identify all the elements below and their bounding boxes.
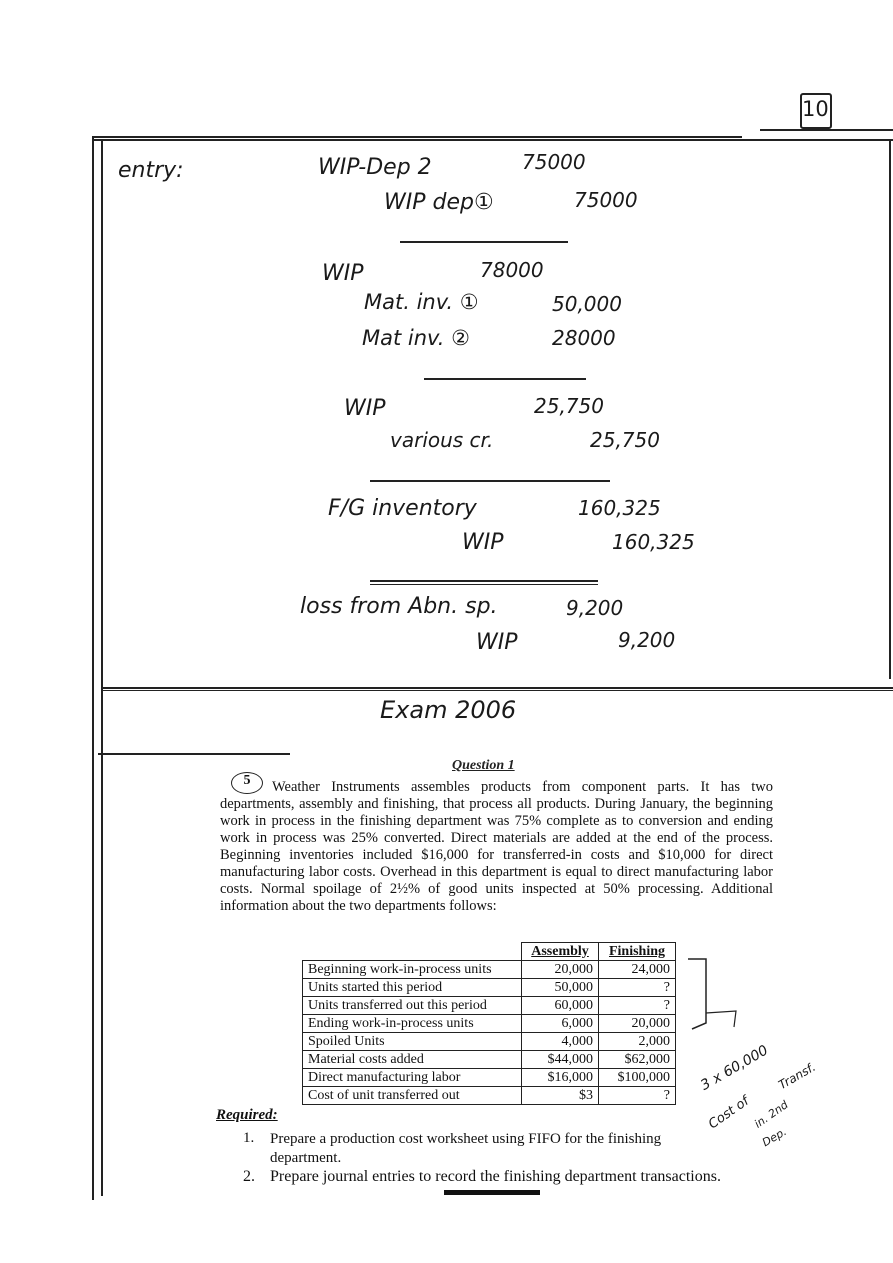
entry-2-debit-amount: 78000 — [480, 258, 544, 282]
entry-3-debit-account: WIP — [344, 396, 386, 421]
department-data-table — [302, 942, 676, 1105]
entry-5-credit-account: WIP — [476, 630, 518, 655]
assembly-value: 60,000 — [522, 997, 599, 1015]
row-label: Material costs added — [303, 1051, 522, 1069]
table-row — [303, 1051, 676, 1069]
entry-5-debit-account: loss from Abn. sp. — [300, 594, 498, 619]
frame-divider-line-2 — [101, 690, 893, 691]
finishing-value: ? — [599, 979, 676, 997]
assembly-value: $16,000 — [522, 1069, 599, 1087]
entry-separator — [370, 480, 610, 482]
table-row — [303, 1069, 676, 1087]
entry-separator — [370, 580, 598, 582]
required-heading: Required: — [216, 1107, 278, 1123]
entry-1-credit-account: WIP dep① — [384, 190, 494, 215]
margin-note-5: Dep. — [760, 1125, 789, 1150]
entry-separator — [400, 241, 568, 243]
entry-5-debit-amount: 9,200 — [566, 596, 624, 620]
entry-4-credit-account: WIP — [462, 530, 504, 555]
table-row — [303, 997, 676, 1015]
row-label: Units started this period — [303, 979, 522, 997]
assembly-value: 4,000 — [522, 1033, 599, 1051]
row-label: Beginning work-in-process units — [303, 961, 522, 979]
row-label: Units transferred out this period — [303, 997, 522, 1015]
entry-3-debit-amount: 25,750 — [534, 394, 604, 418]
finishing-value: 20,000 — [599, 1015, 676, 1033]
entry-4-debit-account: F/G inventory — [328, 496, 477, 521]
frame-left-inner — [101, 141, 103, 1196]
required-item-1-number: 1. — [243, 1130, 255, 1146]
entry-1-debit-amount: 75000 — [522, 150, 586, 174]
row-label: Spoiled Units — [303, 1033, 522, 1051]
entry-5-credit-amount: 9,200 — [618, 628, 676, 652]
table-row — [303, 979, 676, 997]
margin-note-4: in. 2nd — [752, 1098, 791, 1131]
entry-3-credit-amount: 25,750 — [590, 428, 660, 452]
entry-2-credit-account-2: Mat inv. ② — [362, 326, 470, 350]
entry-separator — [370, 584, 598, 585]
table-row — [303, 1033, 676, 1051]
table-header-assembly: Assembly — [522, 943, 599, 961]
exam-title: Exam 2006 — [380, 696, 517, 724]
entry-2-debit-account: WIP — [322, 261, 364, 286]
assembly-value: $44,000 — [522, 1051, 599, 1069]
required-item-2-number: 2. — [243, 1168, 255, 1185]
finishing-value: 24,000 — [599, 961, 676, 979]
frame-top-line — [92, 136, 742, 138]
required-item-2-text: Prepare journal entries to record the finishing department transactions. — [270, 1168, 721, 1185]
entry-2-credit-account-1: Mat. inv. ① — [364, 290, 479, 314]
margin-bracket — [684, 955, 744, 1035]
entry-4-credit-amount: 160,325 — [612, 530, 695, 554]
margin-note-2: Transf. — [776, 1059, 818, 1093]
question-rule — [98, 753, 290, 755]
row-label: Cost of unit transferred out — [303, 1087, 522, 1105]
entry-2-credit-amount-1: 50,000 — [552, 292, 622, 316]
frame-left-outer — [92, 136, 94, 1200]
table-header-blank — [303, 943, 522, 961]
frame-right-line — [889, 139, 891, 679]
finishing-value: 2,000 — [599, 1033, 676, 1051]
entry-3-credit-account: various cr. — [390, 428, 494, 452]
page-number: 10 — [802, 97, 829, 121]
table-header-finishing: Finishing — [599, 943, 676, 961]
table-row — [303, 1087, 676, 1105]
assembly-value: 6,000 — [522, 1015, 599, 1033]
row-label: Ending work-in-process units — [303, 1015, 522, 1033]
entry-1-credit-amount: 75000 — [574, 188, 638, 212]
top-mark-line — [760, 129, 893, 131]
entry-1-debit-account: WIP-Dep 2 — [318, 155, 432, 180]
entry-2-credit-amount-2: 28000 — [552, 326, 616, 350]
assembly-value: 50,000 — [522, 979, 599, 997]
entry-4-debit-amount: 160,325 — [578, 496, 661, 520]
finishing-value: $62,000 — [599, 1051, 676, 1069]
finishing-value: ? — [599, 997, 676, 1015]
row-label: Direct manufacturing labor — [303, 1069, 522, 1087]
frame-top-line-2 — [92, 139, 893, 141]
question-number: 5 — [243, 773, 251, 788]
margin-note-1: 3 x 60,000 — [698, 1042, 772, 1094]
table-row — [303, 961, 676, 979]
assembly-value: 20,000 — [522, 961, 599, 979]
underline-mark — [444, 1190, 540, 1195]
entry-separator — [424, 378, 586, 380]
question-heading: Question 1 — [452, 758, 515, 773]
frame-divider-line — [101, 687, 893, 689]
required-item-1-text: Prepare a production cost worksheet using FIFO for the finishing department. — [270, 1131, 662, 1166]
table-row — [303, 1015, 676, 1033]
finishing-value: $100,000 — [599, 1069, 676, 1087]
assembly-value: $3 — [522, 1087, 599, 1105]
margin-note-3: Cost of — [706, 1093, 752, 1133]
journal-heading: entry: — [118, 158, 184, 183]
finishing-value: ? — [599, 1087, 676, 1105]
question-paragraph: Weather Instruments assembles products from component parts. It has two departments, assembly and finishing, that process all products. During January, the beginning work in process in the finishing department was 75% complete as to conversion and ending work in process was 25% converted. Direct materials are added at the end of the process. Beginning inventories included $16,000 for transferred-in costs and $10,000 for direct manufacturing labor costs. Overhead in this department is equal to direct manufacturing labor costs. Normal spoilage of 2½% of good units inspected at 50% processing. Additional information about the two departments follows: — [220, 779, 773, 914]
